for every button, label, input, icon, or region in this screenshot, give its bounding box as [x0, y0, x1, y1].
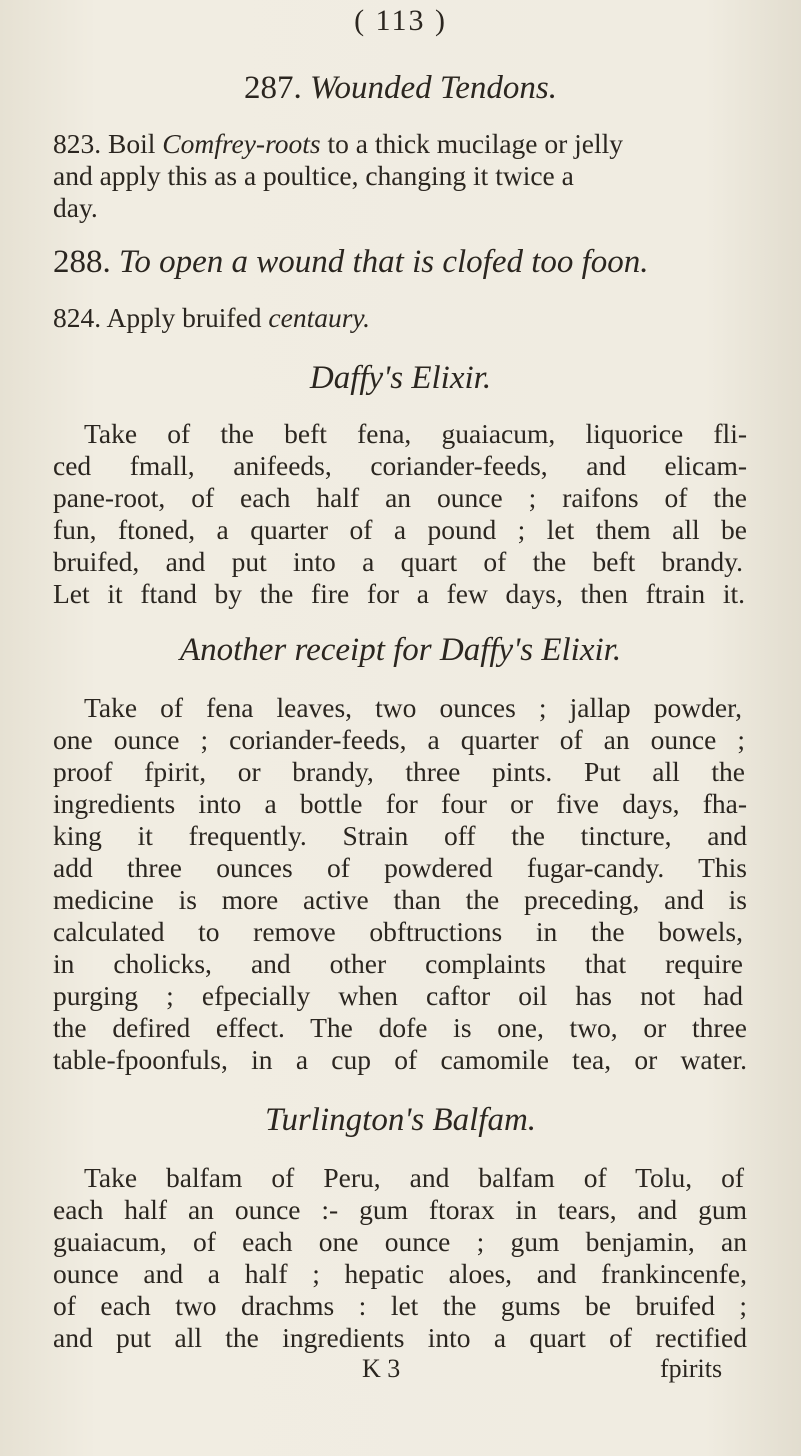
text-line: Take of the beft fena, guaiacum, liquorice fli-	[84, 418, 747, 449]
text-line: ced fmall, anifeeds, coriander-feeds, and elicam-	[53, 450, 747, 481]
catchword: fpirits	[660, 1354, 723, 1383]
daffys-elixir-title: Daffy's Elixir.	[309, 360, 492, 396]
text-line: in cholicks, and other complaints that require	[53, 948, 743, 979]
text-line: Take of fena leaves, two ounces ; jallap powder,	[84, 692, 742, 723]
text-line: the defired effect. The dofe is one, two, or three	[53, 1012, 747, 1043]
recipe-823-line-3: day.	[53, 192, 98, 223]
recipe-ingredient: Comfrey-roots	[162, 128, 321, 159]
section-title: Wounded Tendons.	[310, 70, 557, 106]
another-receipt-title: Another receipt for Daffy's Elixir.	[179, 632, 622, 668]
recipe-text: Boil	[108, 128, 156, 159]
section-title: To open a wound that is clofed too foon.	[119, 244, 649, 280]
recipe-ingredient: centaury.	[268, 302, 370, 333]
section-number: 287.	[244, 70, 302, 106]
recipe-text: to a thick mucilage or jelly	[327, 128, 624, 159]
text-line: of each two drachms : let the gums be bruifed ;	[53, 1290, 747, 1321]
recipe-824	[53, 302, 370, 334]
text-line: pane-root, of each half an ounce ; raifons of the	[53, 482, 747, 513]
text-line: proof fpirit, or brandy, three pints. Put all the	[53, 756, 745, 787]
recipe-823-line-2: and apply this as a poultice, changing it twice a	[53, 160, 574, 191]
text-line: ingredients into a bottle for four or five days, fha-	[53, 788, 747, 819]
recipe-number: 824.	[53, 302, 102, 333]
text-line: guaiacum, of each one ounce ; gum benjamin, an	[53, 1226, 747, 1257]
signature-mark: K 3	[362, 1354, 401, 1383]
recipe-number: 823.	[53, 128, 102, 159]
text-line: calculated to remove obftructions in the bowels,	[53, 916, 743, 947]
page-number: ( 113 )	[354, 4, 447, 37]
turlingtons-balsam-title: Turlington's Balfam.	[264, 1102, 537, 1138]
text-line: medicine is more active than the preceding, and is	[53, 884, 747, 915]
text-line: each half an ounce :- gum ftorax in tears, and gum	[53, 1194, 747, 1225]
text-line: purging ; efpecially when caftor oil has not had	[53, 980, 743, 1011]
text-line: king it frequently. Strain off the tincture, and	[53, 820, 747, 851]
text-line: fun, ftoned, a quarter of a pound ; let them all be	[53, 514, 747, 545]
text-line: add three ounces of powdered fugar-candy. This	[53, 852, 747, 883]
recipe-text: Apply bruifed	[106, 302, 262, 333]
text-line: and put all the ingredients into a quart of rectified	[53, 1322, 747, 1353]
text-line: bruifed, and put into a quart of the beft brandy.	[53, 546, 743, 577]
text-line: Let it ftand by the fire for a few days, then ftrain it.	[53, 578, 745, 609]
section-heading-287	[0, 70, 801, 107]
recipe-823-line-1	[53, 128, 623, 160]
section-number: 288.	[53, 244, 111, 280]
text-line: table-fpoonfuls, in a cup of camomile tea, or water.	[53, 1044, 747, 1075]
text-line: one ounce ; coriander-feeds, a quarter of an ounce ;	[53, 724, 745, 755]
text-line: ounce and a half ; hepatic aloes, and frankincenfe,	[53, 1258, 747, 1289]
section-heading-288	[53, 242, 649, 282]
text-line: Take balfam of Peru, and balfam of Tolu, of	[84, 1162, 744, 1193]
